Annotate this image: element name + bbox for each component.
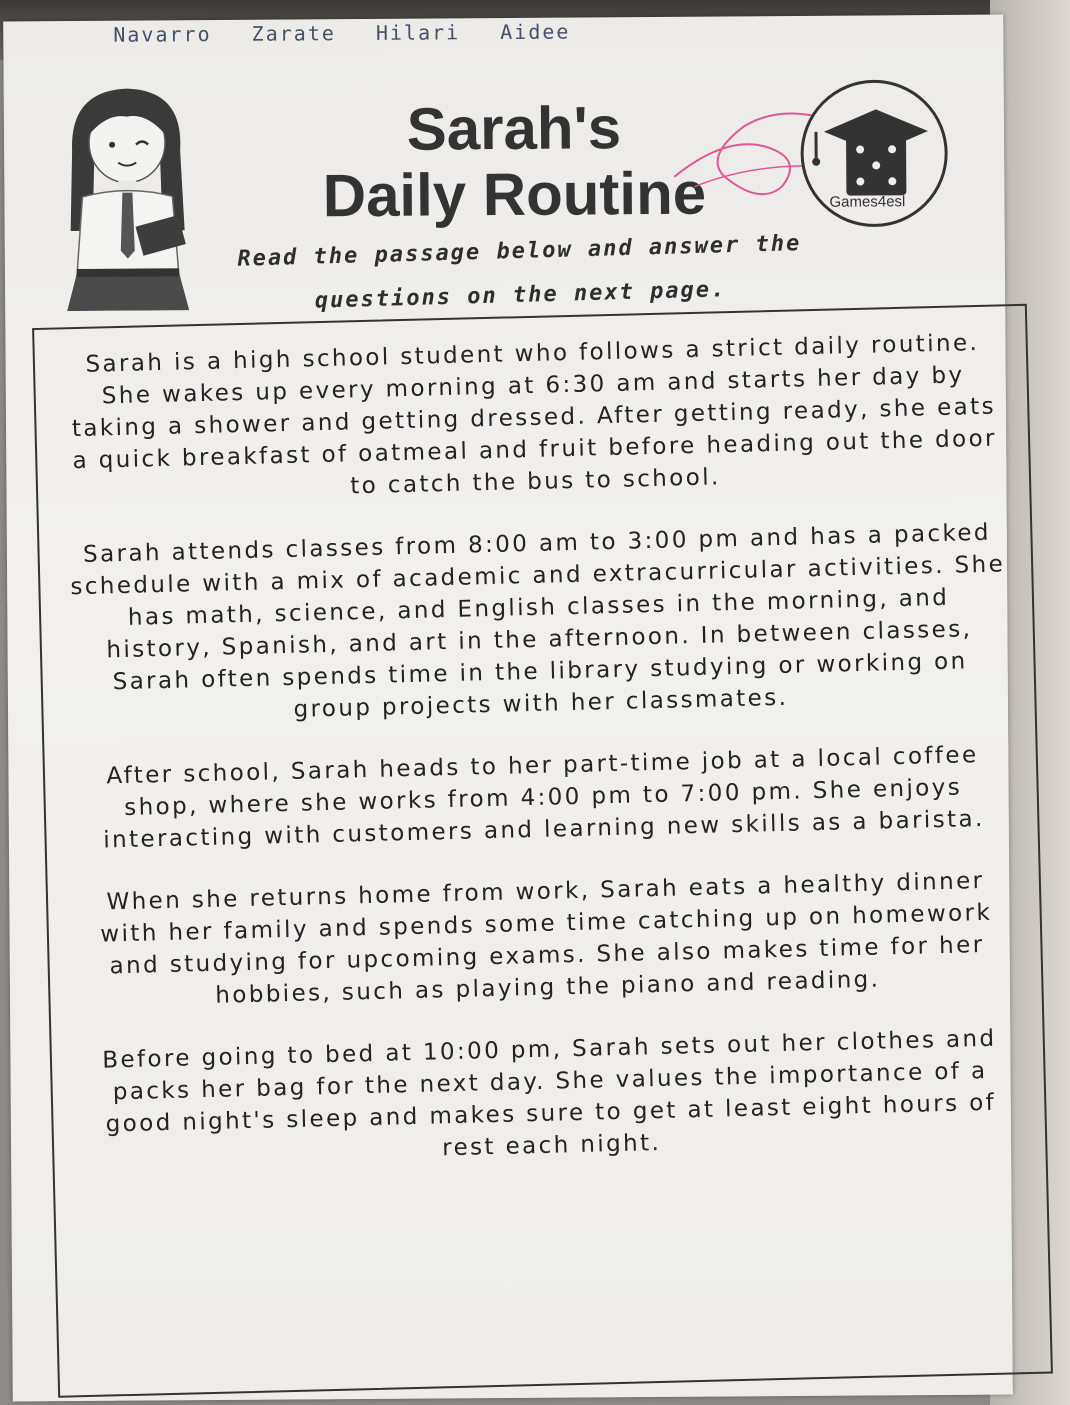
passage-paragraph: Sarah is a high school student who follows a strict daily routine. She wakes up every morning at 6:30 am and starts her day by taking a shower and getting dressed. After getting ready, she eats a quick breakfast of oatmeal and fruit before heading out the door to catch the bus to school. <box>71 329 998 500</box>
worksheet-page <box>3 15 1013 1402</box>
passage-box <box>32 304 1053 1398</box>
student-girl-illustration <box>52 80 204 311</box>
handwritten-name: Zarate <box>251 21 336 46</box>
passage-paragraph: Before going to bed at 10:00 pm, Sarah sets out her clothes and packs her bag for the next day. She values the importance of a good night's sleep and makes sure to get at least eight hours of rest each night. <box>101 1025 997 1162</box>
title-line: Sarah's <box>406 94 622 163</box>
passage-text <box>65 326 1021 1203</box>
handwritten-name: Hilari <box>375 20 461 45</box>
handwritten-name: Navarro <box>113 22 212 47</box>
passage-paragraph: After school, Sarah heads to her part-time job at a local coffee shop, where she works from 4:00 pm to 7:00 pm. She enjoys interacting with customers and learning new skills as a barista. <box>102 742 985 854</box>
handwritten-name: Aidee <box>500 19 571 45</box>
title-line: Daily Routine <box>322 159 707 230</box>
passage-paragraph: Sarah attends classes from 8:00 am to 3:00 pm and has a packed schedule with a mix of academic and extracurricular activities. She has math, science, and English classes in the morning, and history, Spanish, and art in the afternoon. In between classes, Sarah often spends time in the library studying or working on group projects with her classmates. <box>70 519 1006 723</box>
logo-text: Games4esl <box>829 193 906 211</box>
handwritten-names <box>113 19 596 46</box>
instruction-text: Read the passage below and answer the questions on the next page. <box>237 231 802 314</box>
passage-paragraph: When she returns home from work, Sarah eats a healthy dinner with her family and spends some time catching up on homework and studying for upcoming exams. She also makes time for her hobbies, such as playing the piano and reading. <box>100 867 993 1009</box>
